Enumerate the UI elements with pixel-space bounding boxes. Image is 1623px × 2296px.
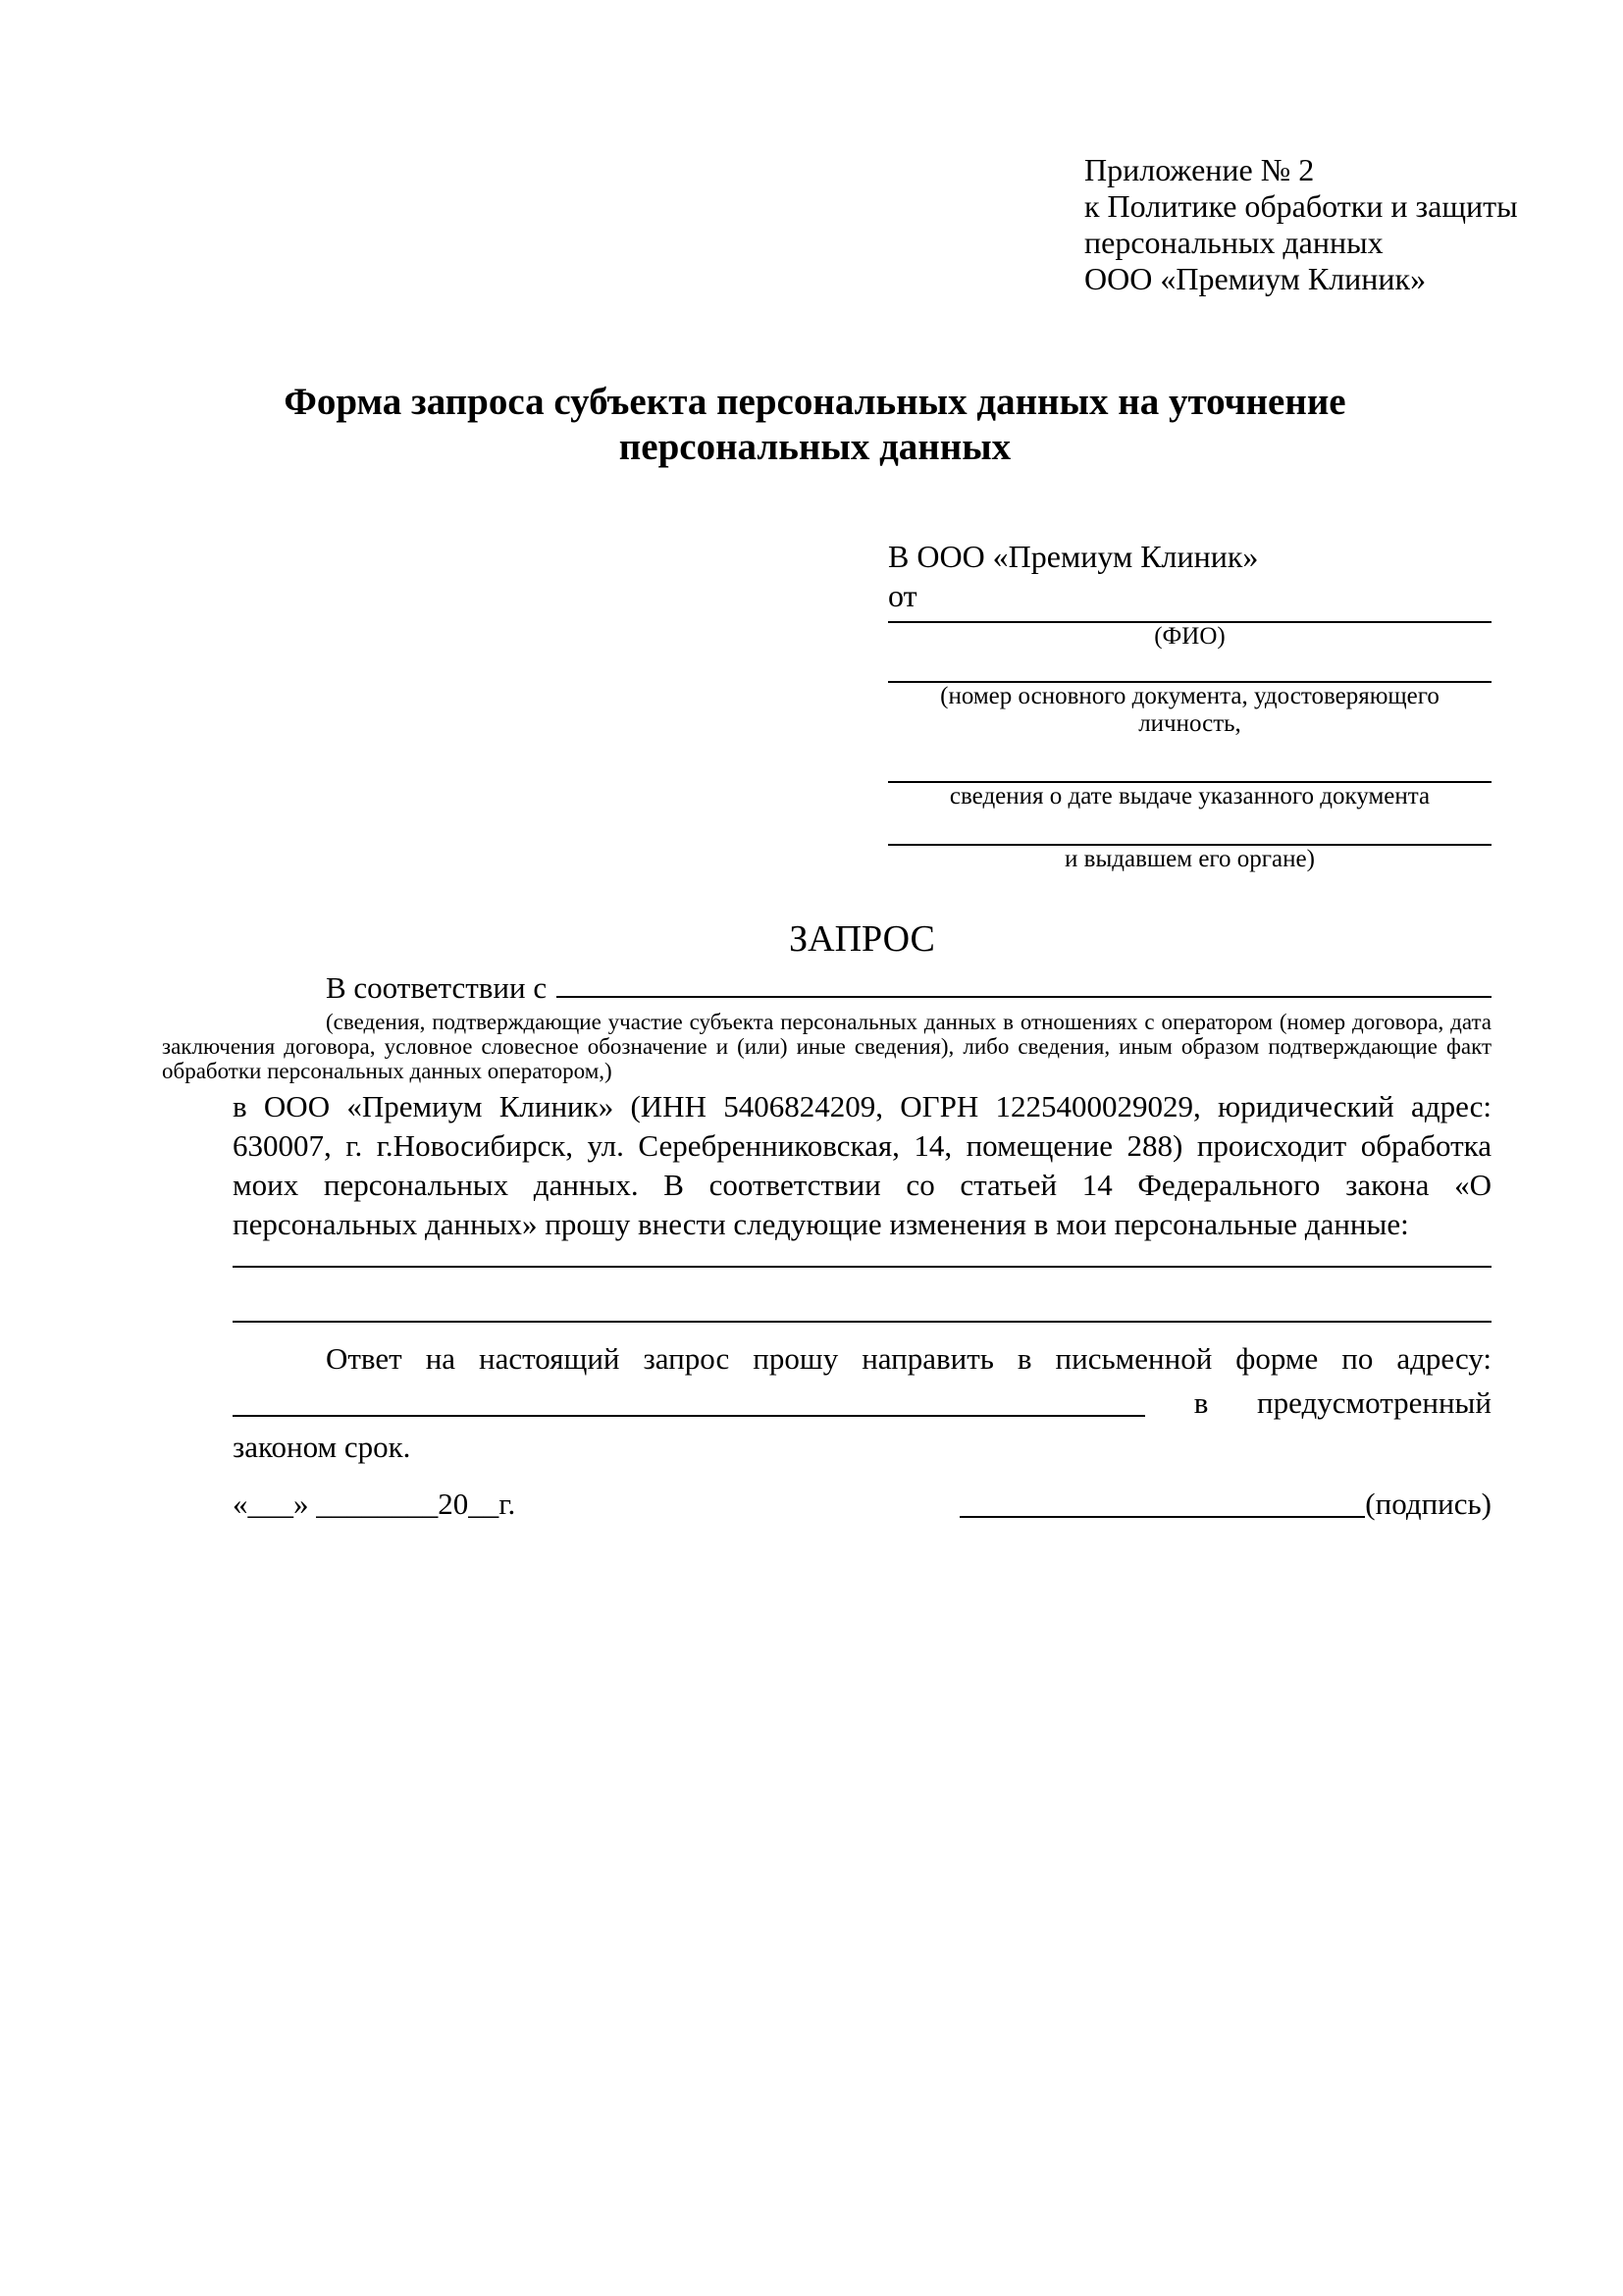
body-paragraph: в ООО «Премиум Клиник» (ИНН 5406824209, ОГРН 1225400029029, юридический адрес: 630007, г. г.Новосибирск, ул. Серебренниковская, 14, помещение 288) происходит обработка моих персональных данных. В соответствии со статьей 14 Федерального закона «О персональных данных» прошу внести следующие изменения в мои персональные данные:: [233, 1089, 1492, 1242]
intro-row: [233, 966, 1492, 1008]
reply-line-2: [233, 1381, 1492, 1425]
changes-blank-line-1: [233, 1244, 1492, 1268]
identity-document-field: [888, 651, 1492, 738]
appendix-line: Приложение № 2: [1084, 152, 1315, 187]
fio-field: [888, 615, 1492, 651]
signature-blank-line: [960, 1487, 1365, 1518]
signature-caption: (подпись): [1365, 1487, 1492, 1522]
issue-date-caption: сведения о дате выдаче указанного документа: [949, 783, 1431, 810]
fio-blank-line: [888, 615, 1492, 623]
form-title: Форма запроса субъекта персональных данных на уточнение персональных данных: [284, 381, 1346, 469]
appendix-line: персональных данных: [1084, 225, 1384, 260]
request-heading: ЗАПРОС: [789, 918, 935, 961]
issuing-authority-blank-line: [888, 810, 1492, 846]
basis-blank-line: [556, 966, 1492, 998]
reply-word-predusmotrenny: предусмотренный: [1257, 1385, 1492, 1421]
appendix-header: [1084, 152, 1518, 297]
reply-sentence-end: законом срок.: [233, 1430, 411, 1465]
addressee-org: В ООО «Премиум Клиник»: [888, 539, 1259, 575]
issuing-authority-caption: и выдавшем его органе): [1065, 846, 1315, 873]
changes-blank-line-2: [233, 1268, 1492, 1323]
footer-row: [233, 1485, 1492, 1524]
issue-date-blank-line: [888, 738, 1492, 783]
signature-area: [960, 1485, 1492, 1524]
document-number-caption: (номер основного документа, удостоверяющего личность,: [940, 683, 1440, 738]
date-blank: «___» ________20__г.: [233, 1487, 516, 1522]
issue-date-field: [888, 738, 1492, 810]
reply-sentence-start: Ответ на настоящий запрос прошу направить в письменной форме по адресу:: [326, 1341, 1492, 1377]
reply-word-v: в: [1193, 1385, 1209, 1421]
intro-prefix: В соответствии с: [326, 970, 548, 1006]
reply-address-blank-line: [233, 1383, 1145, 1417]
appendix-line: ООО «Премиум Клиник»: [1084, 261, 1427, 296]
fio-caption: (ФИО): [1154, 623, 1226, 651]
addressee-block: [888, 537, 1492, 873]
document-number-blank-line: [888, 651, 1492, 683]
from-label: от: [888, 578, 917, 614]
intro-footnote: (сведения, подтверждающие участие субъекта персональных данных в отношениях с оператором (номер договора, дата заключения договора, условное словесное обозначение и (или) иные сведения), либо сведения, иным образом подтверждающие факт обработки персональных данных оператором,): [162, 1010, 1492, 1084]
title-wrap: [138, 354, 1492, 496]
appendix-line: к Политике обработки и защиты: [1084, 188, 1518, 224]
issuing-authority-field: [888, 810, 1492, 873]
